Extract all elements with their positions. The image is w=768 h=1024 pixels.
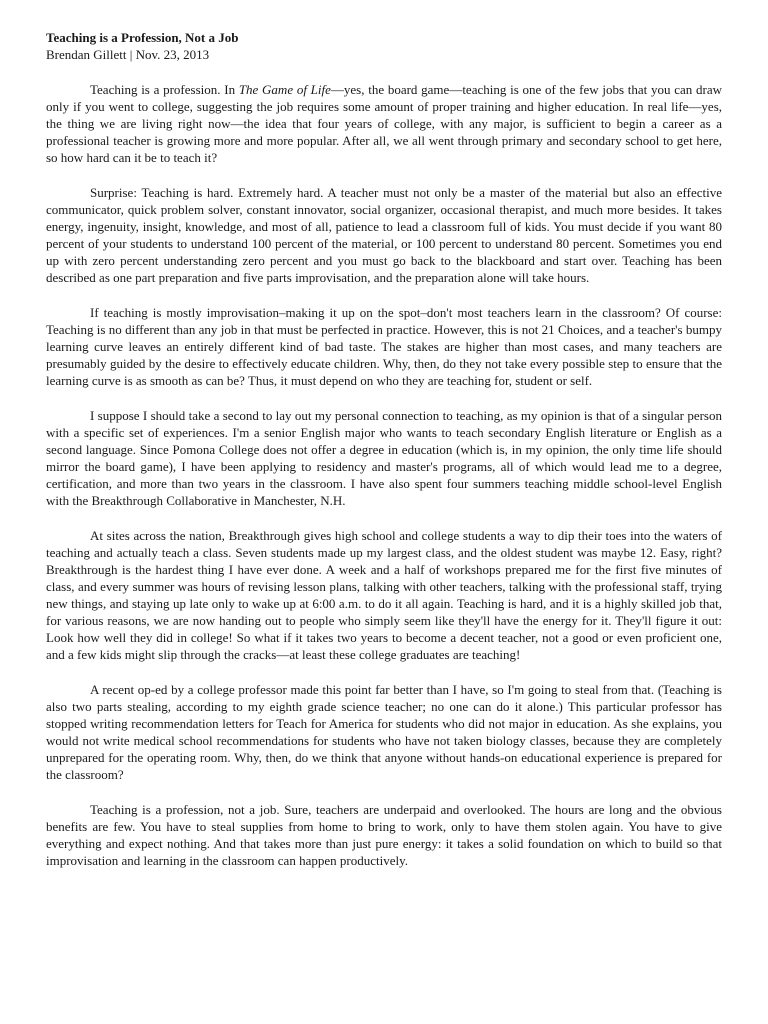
- article-byline: Brendan Gillett | Nov. 23, 2013: [46, 47, 210, 62]
- paragraph: I suppose I should take a second to lay out my personal connection to teaching, as my opinion is that of a singular person with a specific set of experiences. I'm a senior English major who wants to teach secondary English literature or English as a second language. Since Pomona College does not offer a degree in education (which is, in my opinion, the only time life should mirror the board game), I have been applying to residency and master's programs, all of which would lead me to a degree, certification, and more than two years in the classroom. I have also spent four summers teaching middle school-level English with the Breakthrough Collaborative in Manchester, N.H.: [46, 408, 722, 508]
- paragraph-intro: [46, 81, 722, 166]
- article-title: Teaching is a Profession, Not a Job: [46, 30, 239, 45]
- paragraph: Teaching is a profession, not a job. Sure, teachers are underpaid and overlooked. The hours are long and the obvious benefits are few. You have to steal supplies from home to bring to work, only to have them stolen again. You have to give everything and expect nothing. And that takes more than just pure energy: it takes a solid foundation on which to build so that improvisation and learning in the classroom can happen productively.: [46, 802, 722, 868]
- paragraph: If teaching is mostly improvisation–making it up on the spot–don't most teachers learn in the classroom? Of course: Teaching is no different than any job in that must be perfected in practice. However, this is not 21 Choices, and a teacher's bumpy learning curve leaves an entirely different kind of bad taste. The stakes are higher than most cases, and many teachers are presumably guided by the desire to effectively educate children. Why, then, do they not take every possible step to ensure that the learning curve is as smooth as can be? Thus, it must depend on who they are teaching for, student or self.: [46, 305, 722, 388]
- paragraph: At sites across the nation, Breakthrough gives high school and college students a way to dip their toes into the waters of teaching and actually teach a class. Seven students made up my largest class, and the oldest student was maybe 12. Easy, right? Breakthrough is the hardest thing I have ever done. A week and a half of workshops prepared me for the first five minutes of class, and every summer was hours of revising lesson plans, talking with other teachers, talking with the professional staff, trying new things, and staying up late only to wake up at 6:00 a.m. to do it all again. Teaching is hard, and it is a highly skilled job that, for various reasons, we are now handing out to people who simply seem like they'll have the energy for it. They'll figure it out: Look how well they did in college! So what if it takes two years to become a decent teacher, not a good or even proficient one, and a few kids might slip through the cracks—at least these college graduates are teaching!: [46, 528, 722, 662]
- intro-text-before: Teaching is a profession. In: [90, 82, 239, 97]
- paragraph: Surprise: Teaching is hard. Extremely hard. A teacher must not only be a master of the material but also an effective communicator, quick problem solver, constant innovator, social organizer, occasional therapist, and much more besides. It takes energy, ingenuity, insight, knowledge, and most of all, patience to lead a classroom full of kids. You must decide if you want 80 percent of your students to understand 100 percent of the material, or 100 percent to understand 80 percent. Sometimes you end up with zero percent understanding zero percent and you must go back to the blackboard and start over. Teaching has been described as one part preparation and five parts improvisation, and the preparation alone will take hours.: [46, 185, 722, 285]
- paragraph: A recent op-ed by a college professor made this point far better than I have, so I'm going to steal from that. (Teaching is also two parts stealing, according to my eighth grade science teacher; no one can do it alone.) This particular professor has stopped writing recommendation letters for Teach for America for students who did not major in education. As she explains, you would not write medical school recommendations for students who have not taken biology classes, because they are completely unprepared for the operating room. Why, then, do we think that anyone without hands-on educational experience is prepared for the classroom?: [46, 682, 722, 782]
- intro-text-after: —yes, the board game—teaching is one of the few jobs that you can draw only if you went to college, suggesting the job requires some amount of proper training and higher education. In real life—yes, the thing we are living right now—the idea that four years of college, with any major, is sufficient to begin a career as a professional teacher is growing more and more popular. After all, we all went through primary and secondary school to get here, so how hard can it be to teach it?: [46, 82, 723, 165]
- game-of-life-title: The Game of Life: [238, 82, 331, 97]
